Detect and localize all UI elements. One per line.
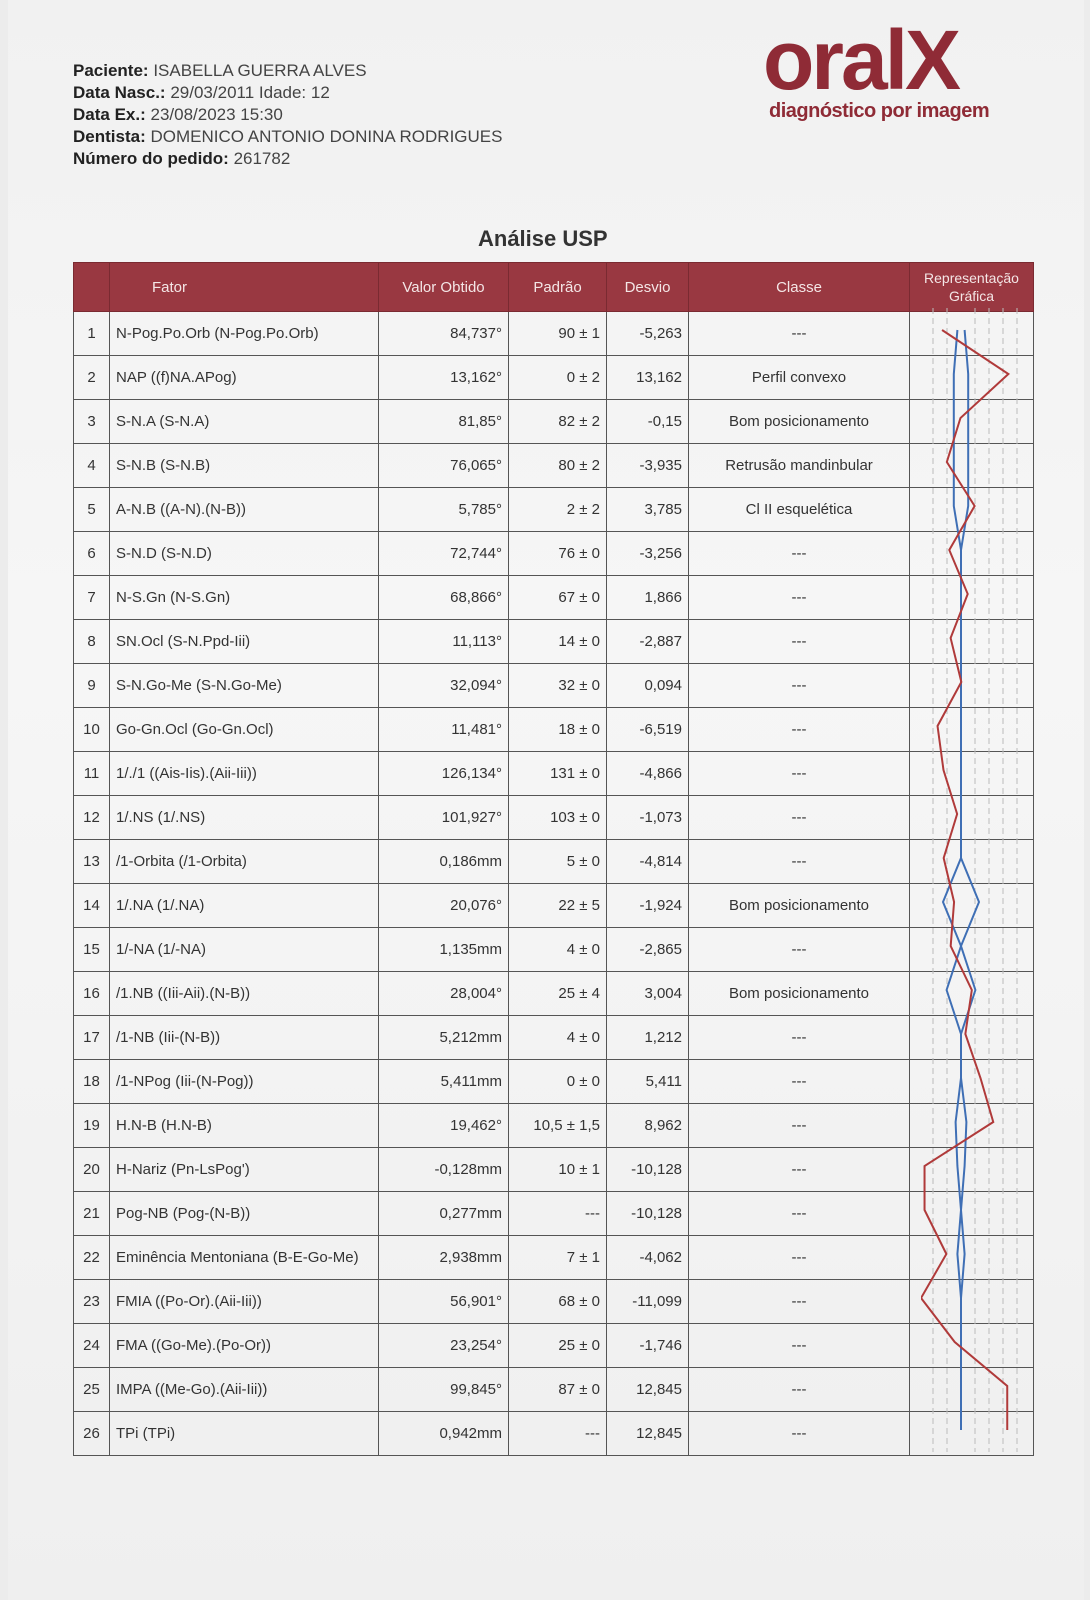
row-number: 26 (74, 1412, 110, 1456)
row-padrao: 90 ± 1 (509, 312, 607, 356)
row-number: 5 (74, 488, 110, 532)
exam-row (73, 104, 502, 126)
row-desvio: 3,004 (607, 972, 689, 1016)
row-desvio: 5,411 (607, 1060, 689, 1104)
row-number: 4 (74, 444, 110, 488)
table-row (74, 840, 1034, 884)
header-desvio: Desvio (607, 263, 689, 312)
row-valor: 0,186mm (379, 840, 509, 884)
row-padrao: 82 ± 2 (509, 400, 607, 444)
row-valor: 13,162° (379, 356, 509, 400)
row-desvio: -10,128 (607, 1148, 689, 1192)
observed-deviation-line (921, 330, 1008, 1430)
row-classe: Cl II esquelética (689, 488, 910, 532)
row-number: 18 (74, 1060, 110, 1104)
table-row (74, 884, 1034, 928)
row-padrao: 2 ± 2 (509, 488, 607, 532)
row-desvio: 0,094 (607, 664, 689, 708)
row-classe: --- (689, 752, 910, 796)
logo-tagline: diagnóstico por imagem (769, 100, 990, 122)
row-number: 10 (74, 708, 110, 752)
oralx-logo (763, 13, 1023, 138)
row-padrao: 14 ± 0 (509, 620, 607, 664)
row-valor: 2,938mm (379, 1236, 509, 1280)
row-desvio: 1,212 (607, 1016, 689, 1060)
table-row (74, 928, 1034, 972)
table-row (74, 1104, 1034, 1148)
row-valor: 0,277mm (379, 1192, 509, 1236)
table-row (74, 1368, 1034, 1412)
row-desvio: -2,865 (607, 928, 689, 972)
row-fator: N-S.Gn (N-S.Gn) (110, 576, 379, 620)
standard-range-left-line (943, 330, 961, 1430)
table-row (74, 620, 1034, 664)
row-number: 19 (74, 1104, 110, 1148)
row-valor: 1,135mm (379, 928, 509, 972)
row-desvio: -0,15 (607, 400, 689, 444)
exam-label: Data Ex.: (73, 105, 146, 124)
row-padrao: 0 ± 2 (509, 356, 607, 400)
row-padrao: 68 ± 0 (509, 1280, 607, 1324)
row-classe: --- (689, 620, 910, 664)
standard-range-right-line (961, 330, 979, 1430)
table-row (74, 708, 1034, 752)
row-padrao: 25 ± 0 (509, 1324, 607, 1368)
row-valor: 11,113° (379, 620, 509, 664)
row-classe: --- (689, 796, 910, 840)
row-padrao: 80 ± 2 (509, 444, 607, 488)
row-desvio: -3,256 (607, 532, 689, 576)
row-classe: Bom posicionamento (689, 972, 910, 1016)
row-fator: 1/.NA (1/.NA) (110, 884, 379, 928)
header-classe: Classe (689, 263, 910, 312)
row-classe: --- (689, 1412, 910, 1456)
row-number: 9 (74, 664, 110, 708)
birth-date: 29/03/2011 Idade: 12 (170, 83, 330, 102)
row-number: 25 (74, 1368, 110, 1412)
patient-name: ISABELLA GUERRA ALVES (153, 61, 367, 80)
row-classe: --- (689, 312, 910, 356)
dentist-name: DOMENICO ANTONIO DONINA RODRIGUES (150, 127, 503, 146)
patient-row (73, 60, 502, 82)
row-number: 20 (74, 1148, 110, 1192)
row-fator: /1-NB (Iii-(N-B)) (110, 1016, 379, 1060)
table-row (74, 532, 1034, 576)
header-valor: Valor Obtido (379, 263, 509, 312)
row-fator: Pog-NB (Pog-(N-B)) (110, 1192, 379, 1236)
table-row (74, 752, 1034, 796)
row-number: 16 (74, 972, 110, 1016)
row-padrao: 7 ± 1 (509, 1236, 607, 1280)
row-fator: /1.NB ((Iii-Aii).(N-B)) (110, 972, 379, 1016)
row-padrao: 5 ± 0 (509, 840, 607, 884)
analysis-title: Análise USP (478, 226, 608, 251)
row-fator: NAP ((f)NA.APog) (110, 356, 379, 400)
row-desvio: -5,263 (607, 312, 689, 356)
row-padrao: 76 ± 0 (509, 532, 607, 576)
row-fator: H-Nariz (Pn-LsPog') (110, 1148, 379, 1192)
row-classe: --- (689, 1192, 910, 1236)
row-fator: S-N.B (S-N.B) (110, 444, 379, 488)
row-valor: 32,094° (379, 664, 509, 708)
table-header-row (74, 263, 1034, 312)
row-valor: 76,065° (379, 444, 509, 488)
row-valor: 20,076° (379, 884, 509, 928)
row-number: 6 (74, 532, 110, 576)
row-fator: Go-Gn.Ocl (Go-Gn.Ocl) (110, 708, 379, 752)
row-valor: 5,212mm (379, 1016, 509, 1060)
row-padrao: 10 ± 1 (509, 1148, 607, 1192)
graphic-representation (921, 308, 1033, 1452)
row-padrao: 87 ± 0 (509, 1368, 607, 1412)
row-number: 1 (74, 312, 110, 356)
row-fator: FMIA ((Po-Or).(Aii-Iii)) (110, 1280, 379, 1324)
row-desvio: -1,746 (607, 1324, 689, 1368)
row-padrao: 0 ± 0 (509, 1060, 607, 1104)
row-classe: --- (689, 1368, 910, 1412)
row-padrao: 32 ± 0 (509, 664, 607, 708)
table-row (74, 972, 1034, 1016)
row-fator: TPi (TPi) (110, 1412, 379, 1456)
dentist-label: Dentista: (73, 127, 146, 146)
row-classe: --- (689, 1236, 910, 1280)
table-row (74, 1236, 1034, 1280)
table-row (74, 576, 1034, 620)
order-label: Número do pedido: (73, 149, 229, 168)
row-desvio: 12,845 (607, 1368, 689, 1412)
row-fator: S-N.A (S-N.A) (110, 400, 379, 444)
row-number: 8 (74, 620, 110, 664)
row-fator: S-N.D (S-N.D) (110, 532, 379, 576)
row-number: 24 (74, 1324, 110, 1368)
row-fator: S-N.Go-Me (S-N.Go-Me) (110, 664, 379, 708)
row-classe: --- (689, 1060, 910, 1104)
row-padrao: 22 ± 5 (509, 884, 607, 928)
row-padrao: 131 ± 0 (509, 752, 607, 796)
row-classe: Bom posicionamento (689, 400, 910, 444)
row-classe: --- (689, 576, 910, 620)
row-number: 11 (74, 752, 110, 796)
row-classe: --- (689, 1016, 910, 1060)
table-row (74, 1192, 1034, 1236)
row-valor: 72,744° (379, 532, 509, 576)
row-number: 23 (74, 1280, 110, 1324)
table-row (74, 1148, 1034, 1192)
row-desvio: -11,099 (607, 1280, 689, 1324)
row-padrao: 10,5 ± 1,5 (509, 1104, 607, 1148)
header-padrao: Padrão (509, 263, 607, 312)
row-valor: 126,134° (379, 752, 509, 796)
row-desvio: -4,814 (607, 840, 689, 884)
row-desvio: -10,128 (607, 1192, 689, 1236)
row-desvio: -1,073 (607, 796, 689, 840)
table-row (74, 488, 1034, 532)
row-padrao: 103 ± 0 (509, 796, 607, 840)
row-classe: --- (689, 708, 910, 752)
birth-row (73, 82, 502, 104)
row-valor: 56,901° (379, 1280, 509, 1324)
row-valor: 11,481° (379, 708, 509, 752)
row-classe: --- (689, 1280, 910, 1324)
row-valor: 0,942mm (379, 1412, 509, 1456)
order-number: 261782 (233, 149, 291, 168)
row-fator: FMA ((Go-Me).(Po-Or)) (110, 1324, 379, 1368)
row-classe: --- (689, 928, 910, 972)
row-number: 21 (74, 1192, 110, 1236)
row-number: 17 (74, 1016, 110, 1060)
row-valor: 5,785° (379, 488, 509, 532)
row-number: 14 (74, 884, 110, 928)
row-classe: Retrusão mandinbular (689, 444, 910, 488)
table-row (74, 444, 1034, 488)
table-row (74, 1280, 1034, 1324)
row-valor: 81,85° (379, 400, 509, 444)
row-classe: --- (689, 1324, 910, 1368)
table-row (74, 1412, 1034, 1456)
row-valor: 68,866° (379, 576, 509, 620)
row-padrao: 18 ± 0 (509, 708, 607, 752)
table-row (74, 1324, 1034, 1368)
row-classe: --- (689, 664, 910, 708)
row-fator: A-N.B ((A-N).(N-B)) (110, 488, 379, 532)
row-desvio: 12,845 (607, 1412, 689, 1456)
row-fator: 1/-NA (1/-NA) (110, 928, 379, 972)
table-row (74, 356, 1034, 400)
row-classe: --- (689, 840, 910, 884)
row-classe: Perfil convexo (689, 356, 910, 400)
header-grafica: Representação Gráfica (910, 263, 1034, 312)
row-number: 2 (74, 356, 110, 400)
row-number: 15 (74, 928, 110, 972)
birth-label: Data Nasc.: (73, 83, 166, 102)
row-padrao: --- (509, 1192, 607, 1236)
row-padrao: 25 ± 4 (509, 972, 607, 1016)
report-sheet (8, 0, 1084, 1600)
row-valor: 99,845° (379, 1368, 509, 1412)
row-number: 7 (74, 576, 110, 620)
row-valor: 23,254° (379, 1324, 509, 1368)
row-desvio: -4,062 (607, 1236, 689, 1280)
row-padrao: 67 ± 0 (509, 576, 607, 620)
row-fator: /1-Orbita (/1-Orbita) (110, 840, 379, 884)
row-desvio: -2,887 (607, 620, 689, 664)
row-fator: H.N-B (H.N-B) (110, 1104, 379, 1148)
row-desvio: -3,935 (607, 444, 689, 488)
row-number: 22 (74, 1236, 110, 1280)
dentist-row (73, 126, 502, 148)
table-row (74, 664, 1034, 708)
row-fator: /1-NPog (Iii-(N-Pog)) (110, 1060, 379, 1104)
row-number: 12 (74, 796, 110, 840)
row-number: 3 (74, 400, 110, 444)
row-fator: 1/.NS (1/.NS) (110, 796, 379, 840)
table-row (74, 312, 1034, 356)
logo-wordmark: oralX (763, 13, 959, 107)
order-row (73, 148, 502, 170)
row-fator: IMPA ((Me-Go).(Aii-Iii)) (110, 1368, 379, 1412)
exam-date: 23/08/2023 15:30 (150, 105, 283, 124)
row-fator: 1/./1 ((Ais-Iis).(Aii-Iii)) (110, 752, 379, 796)
usp-analysis-table (73, 262, 1034, 1456)
table-row (74, 1016, 1034, 1060)
header-number (74, 263, 110, 312)
row-valor: 19,462° (379, 1104, 509, 1148)
row-fator: SN.Ocl (S-N.Ppd-Iii) (110, 620, 379, 664)
row-desvio: -1,924 (607, 884, 689, 928)
row-fator: Eminência Mentoniana (B-E-Go-Me) (110, 1236, 379, 1280)
row-valor: -0,128mm (379, 1148, 509, 1192)
row-desvio: 1,866 (607, 576, 689, 620)
patient-header (73, 60, 502, 170)
row-fator: N-Pog.Po.Orb (N-Pog.Po.Orb) (110, 312, 379, 356)
row-padrao: 4 ± 0 (509, 1016, 607, 1060)
row-valor: 5,411mm (379, 1060, 509, 1104)
row-padrao: --- (509, 1412, 607, 1456)
row-desvio: 13,162 (607, 356, 689, 400)
row-classe: Bom posicionamento (689, 884, 910, 928)
row-valor: 28,004° (379, 972, 509, 1016)
table-row (74, 400, 1034, 444)
row-desvio: -6,519 (607, 708, 689, 752)
row-classe: --- (689, 1104, 910, 1148)
row-padrao: 4 ± 0 (509, 928, 607, 972)
row-desvio: -4,866 (607, 752, 689, 796)
table-row (74, 796, 1034, 840)
header-fator: Fator (110, 263, 379, 312)
row-classe: --- (689, 1148, 910, 1192)
row-classe: --- (689, 532, 910, 576)
row-desvio: 8,962 (607, 1104, 689, 1148)
row-number: 13 (74, 840, 110, 884)
row-valor: 101,927° (379, 796, 509, 840)
patient-label: Paciente: (73, 61, 149, 80)
row-desvio: 3,785 (607, 488, 689, 532)
row-valor: 84,737° (379, 312, 509, 356)
table-row (74, 1060, 1034, 1104)
